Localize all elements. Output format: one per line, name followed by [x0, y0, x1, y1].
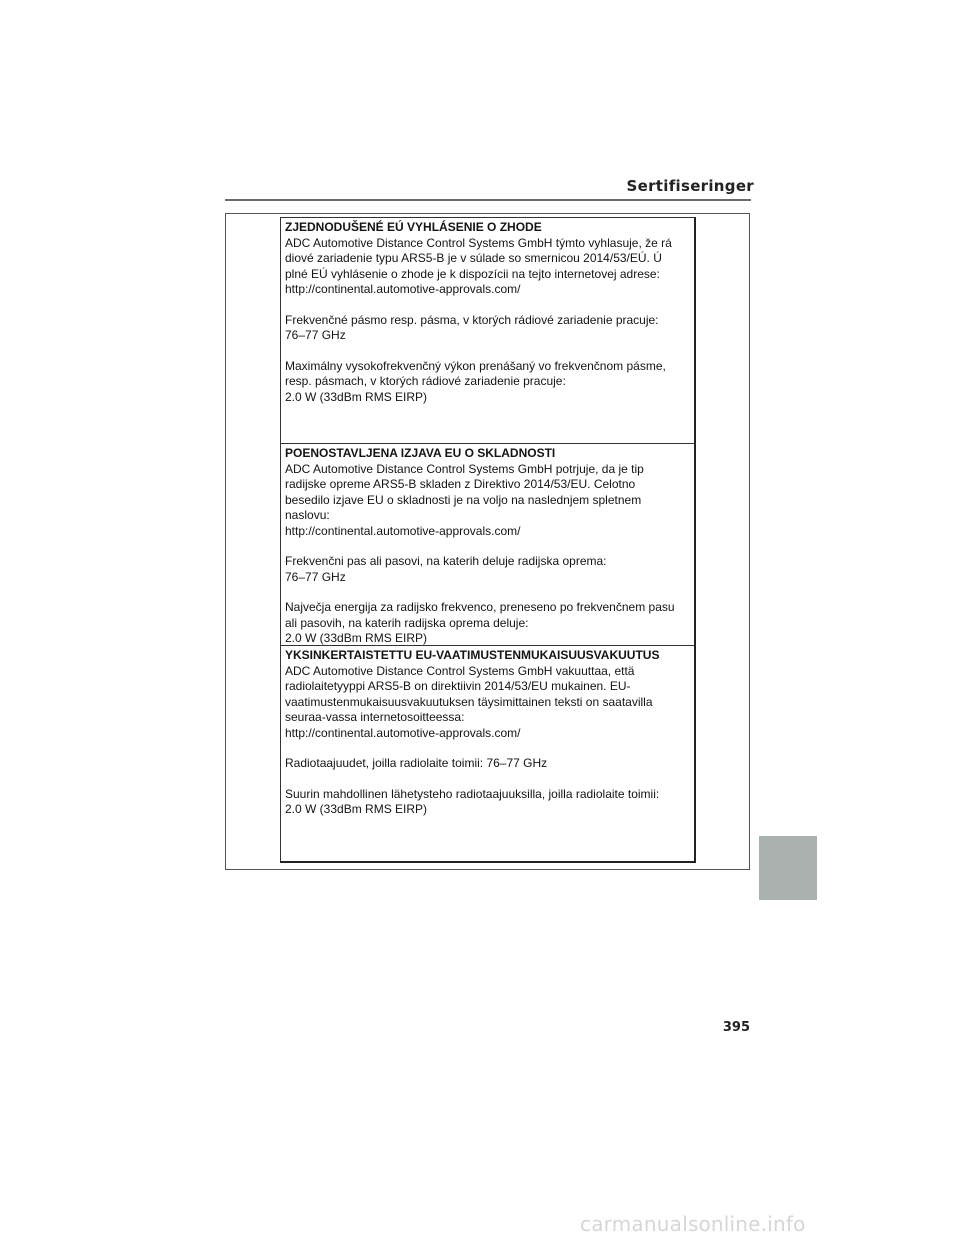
block-title: YKSINKERTAISTETTU EU-VAATIMUSTENMUKAISUUSVAKUUTUS	[285, 648, 660, 662]
body-line: plné EÚ vyhlásenie o zhode je k dispozícii na tejto internetovej adrese:	[285, 266, 660, 281]
body-line: ADC Automotive Distance Control Systems GmbH týmto vyhlasuje, že rá	[285, 235, 672, 250]
power-label: Suurin mahdollinen lähetysteho radiotaajuuksilla, joilla radiolaite toimii:	[285, 786, 660, 801]
power-label: Največja energija za radijsko frekvenco, preneseno po frekvenčnem pasu	[285, 600, 675, 614]
declaration-document	[280, 217, 696, 863]
body-line: seuraa-vassa internetosoitteessa:	[285, 710, 465, 724]
watermark: carmanualsonline.info	[580, 1212, 806, 1236]
block-title: ZJEDNODUŠENÉ EÚ VYHLÁSENIE O ZHODE	[285, 220, 542, 234]
power-label: ali pasovih, na katerih radijska oprema deluje:	[285, 615, 529, 630]
band-line: Radiotaajuudet, joilla radiolaite toimii: 76–77 GHz	[285, 756, 548, 770]
power-label: resp. pásmach, v ktorých rádiové zariadenie pracuje:	[285, 374, 566, 388]
chapter-side-tab	[759, 836, 817, 900]
power-value: 2.0 W (33dBm RMS EIRP)	[285, 631, 428, 645]
body-line: ADC Automotive Distance Control Systems GmbH vakuuttaa, että	[285, 663, 635, 678]
body-line: radiolaitetyyppi ARS5-B on direktiivin 2014/53/EU mukainen. EU-	[285, 679, 631, 693]
body-line: vaatimustenmukaisuusvakuutuksen täysimittainen teksti on saatavilla	[285, 694, 653, 709]
body-line: ADC Automotive Distance Control Systems GmbH potrjuje, da je tip	[285, 461, 644, 476]
body-line: diové zariadenie typu ARS5-B je v súlade so smernicou 2014/53/EÚ. Ú	[285, 251, 662, 265]
band-value: 76–77 GHz	[285, 569, 346, 584]
block-title: POENOSTAVLJENA IZJAVA EU O SKLADNOSTI	[285, 446, 556, 460]
page-number: 395	[722, 1020, 750, 1035]
url-line: http://continental.automotive-approvals.com/	[285, 725, 521, 740]
band-label: Frekvenčné pásmo resp. pásma, v ktorých rádiové zariadenie pracuje:	[285, 312, 659, 327]
url-line: http://continental.automotive-approvals.com/	[285, 282, 521, 296]
section-title: Sertifiseringer	[626, 177, 754, 195]
url-line: http://continental.automotive-approvals.com/	[285, 523, 521, 538]
body-line: naslovu:	[285, 508, 330, 522]
declaration-block-finnish	[281, 645, 694, 860]
band-value: 76–77 GHz	[285, 328, 346, 342]
body-line: radijske opreme ARS5-B skladen z Direktivo 2014/53/EU. Celotno	[285, 477, 636, 491]
power-label: Maximálny vysokofrekvenčný výkon prenášaný vo frekvenčnom pásme,	[285, 358, 666, 373]
power-value: 2.0 W (33dBm RMS EIRP)	[285, 389, 428, 404]
declaration-block-slovenian	[281, 443, 694, 645]
declaration-block-slovak	[281, 218, 694, 443]
body-line: besedilo izjave EU o skladnosti je na voljo na naslednjem spletnem	[285, 492, 642, 507]
title-divider	[225, 199, 751, 201]
band-label: Frekvenčni pas ali pasovi, na katerih deluje radijska oprema:	[285, 554, 607, 568]
power-value: 2.0 W (33dBm RMS EIRP)	[285, 802, 428, 816]
